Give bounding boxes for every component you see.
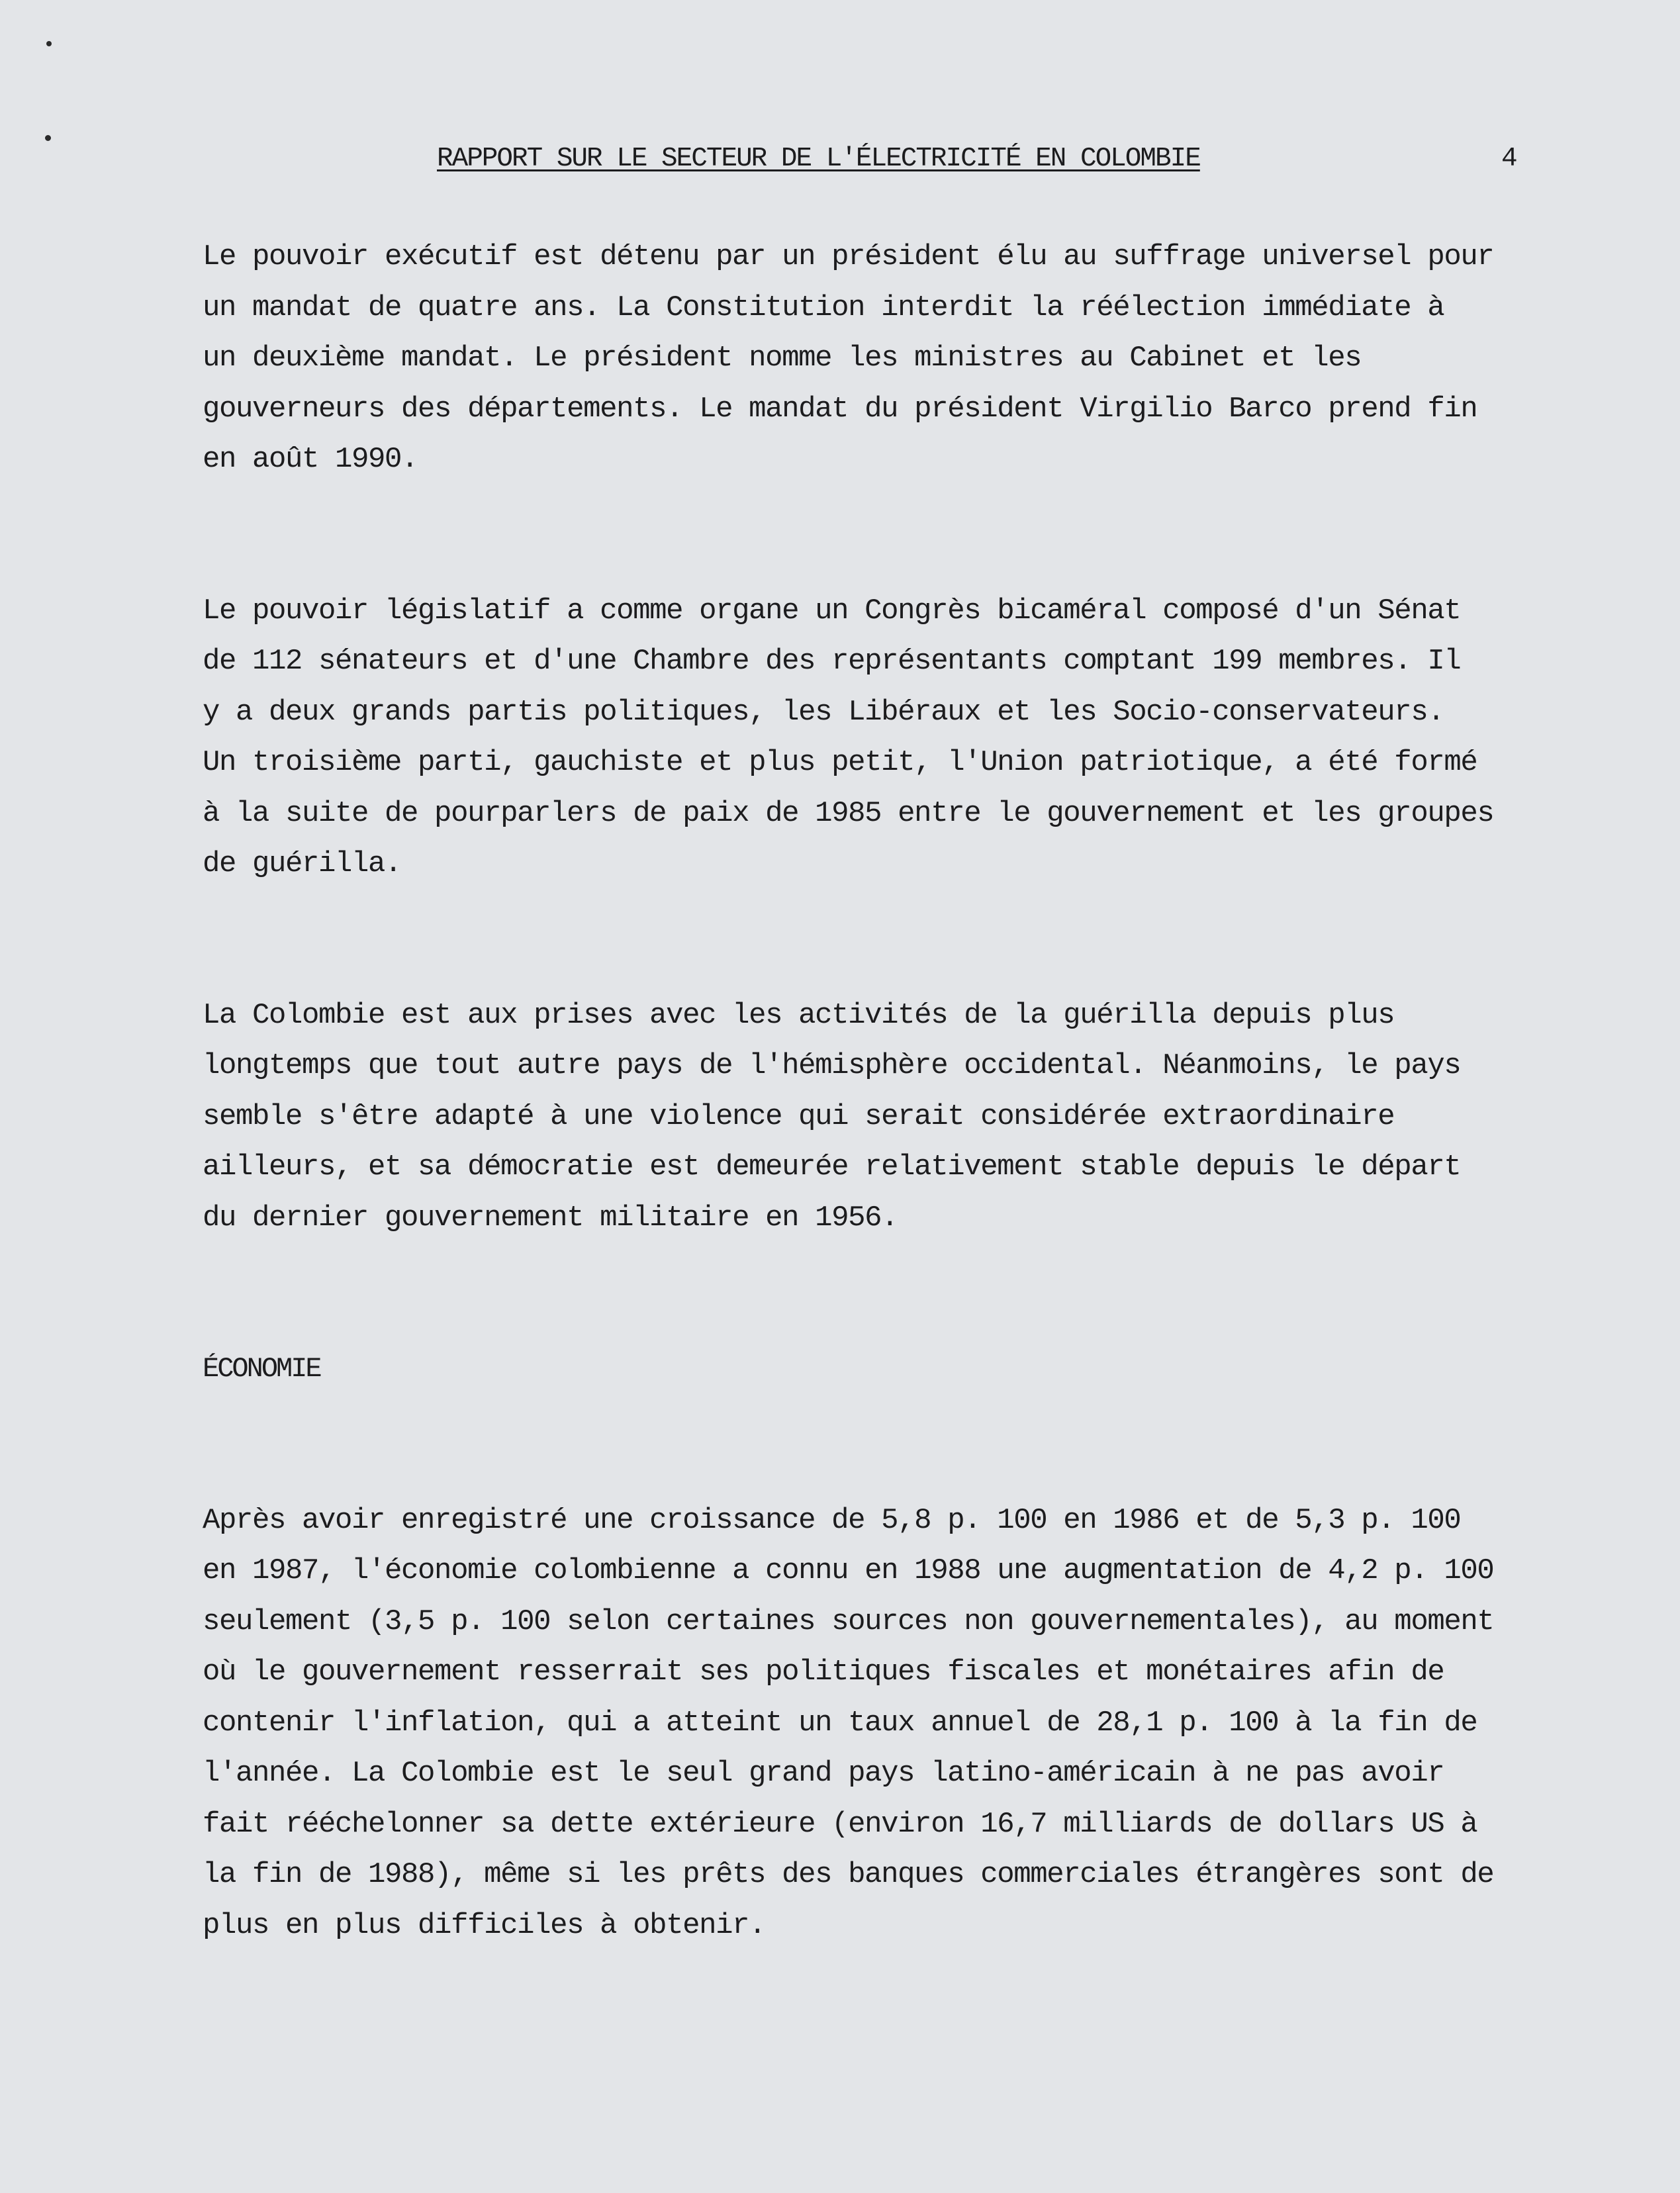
page-header	[0, 139, 1680, 179]
text-line: longtemps que tout autre pays de l'hémisphère occidental. Néanmoins, le pays	[203, 1049, 1461, 1082]
text-line: de 112 sénateurs et d'une Chambre des représentants comptant 199 membres. Il	[203, 645, 1461, 678]
text-line: à la suite de pourparlers de paix de 1985 entre le gouvernement et les groupes	[203, 796, 1494, 830]
text-line: contenir l'inflation, qui a atteint un taux annuel de 28,1 p. 100 à la fin de	[203, 1706, 1477, 1740]
page-title: RAPPORT SUR LE SECTEUR DE L'ÉLECTRICITÉ EN COLOMBIE	[437, 144, 1200, 174]
text-line: Après avoir enregistré une croissance de 5,8 p. 100 en 1986 et de 5,3 p. 100	[203, 1503, 1461, 1537]
document-body	[203, 232, 1520, 1951]
text-line: plus en plus difficiles à obtenir.	[203, 1908, 766, 1942]
text-line: en août 1990.	[203, 443, 418, 476]
text-line: ailleurs, et sa démocratie est demeurée relativement stable depuis le départ	[203, 1150, 1461, 1184]
paragraph-executive-power	[203, 232, 1520, 485]
text-line: La Colombie est aux prises avec les activités de la guérilla depuis plus	[203, 998, 1395, 1032]
text-line: l'année. La Colombie est le seul grand pays latino-américain à ne pas avoir	[203, 1757, 1444, 1790]
text-line: seulement (3,5 p. 100 selon certaines sources non gouvernementales), au moment	[203, 1605, 1494, 1638]
text-line: Le pouvoir législatif a comme organe un Congrès bicaméral composé d'un Sénat	[203, 594, 1461, 628]
page-number: 4	[1501, 144, 1518, 174]
text-line: du dernier gouvernement militaire en 1956.	[203, 1201, 898, 1235]
text-line: de guérilla.	[203, 847, 402, 880]
paragraph-economy	[203, 1495, 1520, 1951]
text-line: Le pouvoir exécutif est détenu par un président élu au suffrage universel pour	[203, 240, 1494, 273]
text-line: y a deux grands partis politiques, les Libéraux et les Socio-conservateurs.	[203, 695, 1444, 729]
paragraph-guerrilla	[203, 990, 1520, 1244]
text-line: Un troisième parti, gauchiste et plus petit, l'Union patriotique, a été formé	[203, 746, 1477, 779]
text-line: en 1987, l'économie colombienne a connu en 1988 une augmentation de 4,2 p. 100	[203, 1554, 1494, 1587]
text-line: fait rééchelonner sa dette extérieure (environ 16,7 milliards de dollars US à	[203, 1807, 1477, 1841]
text-line: un deuxième mandat. Le président nomme les ministres au Cabinet et les	[203, 342, 1362, 375]
paragraph-legislative-power	[203, 586, 1520, 890]
text-line: semble s'être adapté à une violence qui serait considérée extraordinaire	[203, 1099, 1395, 1133]
text-line: un mandat de quatre ans. La Constitution interdit la réélection immédiate à	[203, 291, 1444, 324]
text-line: gouverneurs des départements. Le mandat du président Virgilio Barco prend fin	[203, 392, 1477, 426]
text-line: où le gouvernement resserrait ses politiques fiscales et monétaires afin de	[203, 1656, 1444, 1689]
scan-speck	[46, 41, 52, 46]
section-heading-economy: ÉCONOMIE	[203, 1353, 320, 1385]
text-line: la fin de 1988), même si les prêts des banques commerciales étrangères sont de	[203, 1858, 1494, 1891]
